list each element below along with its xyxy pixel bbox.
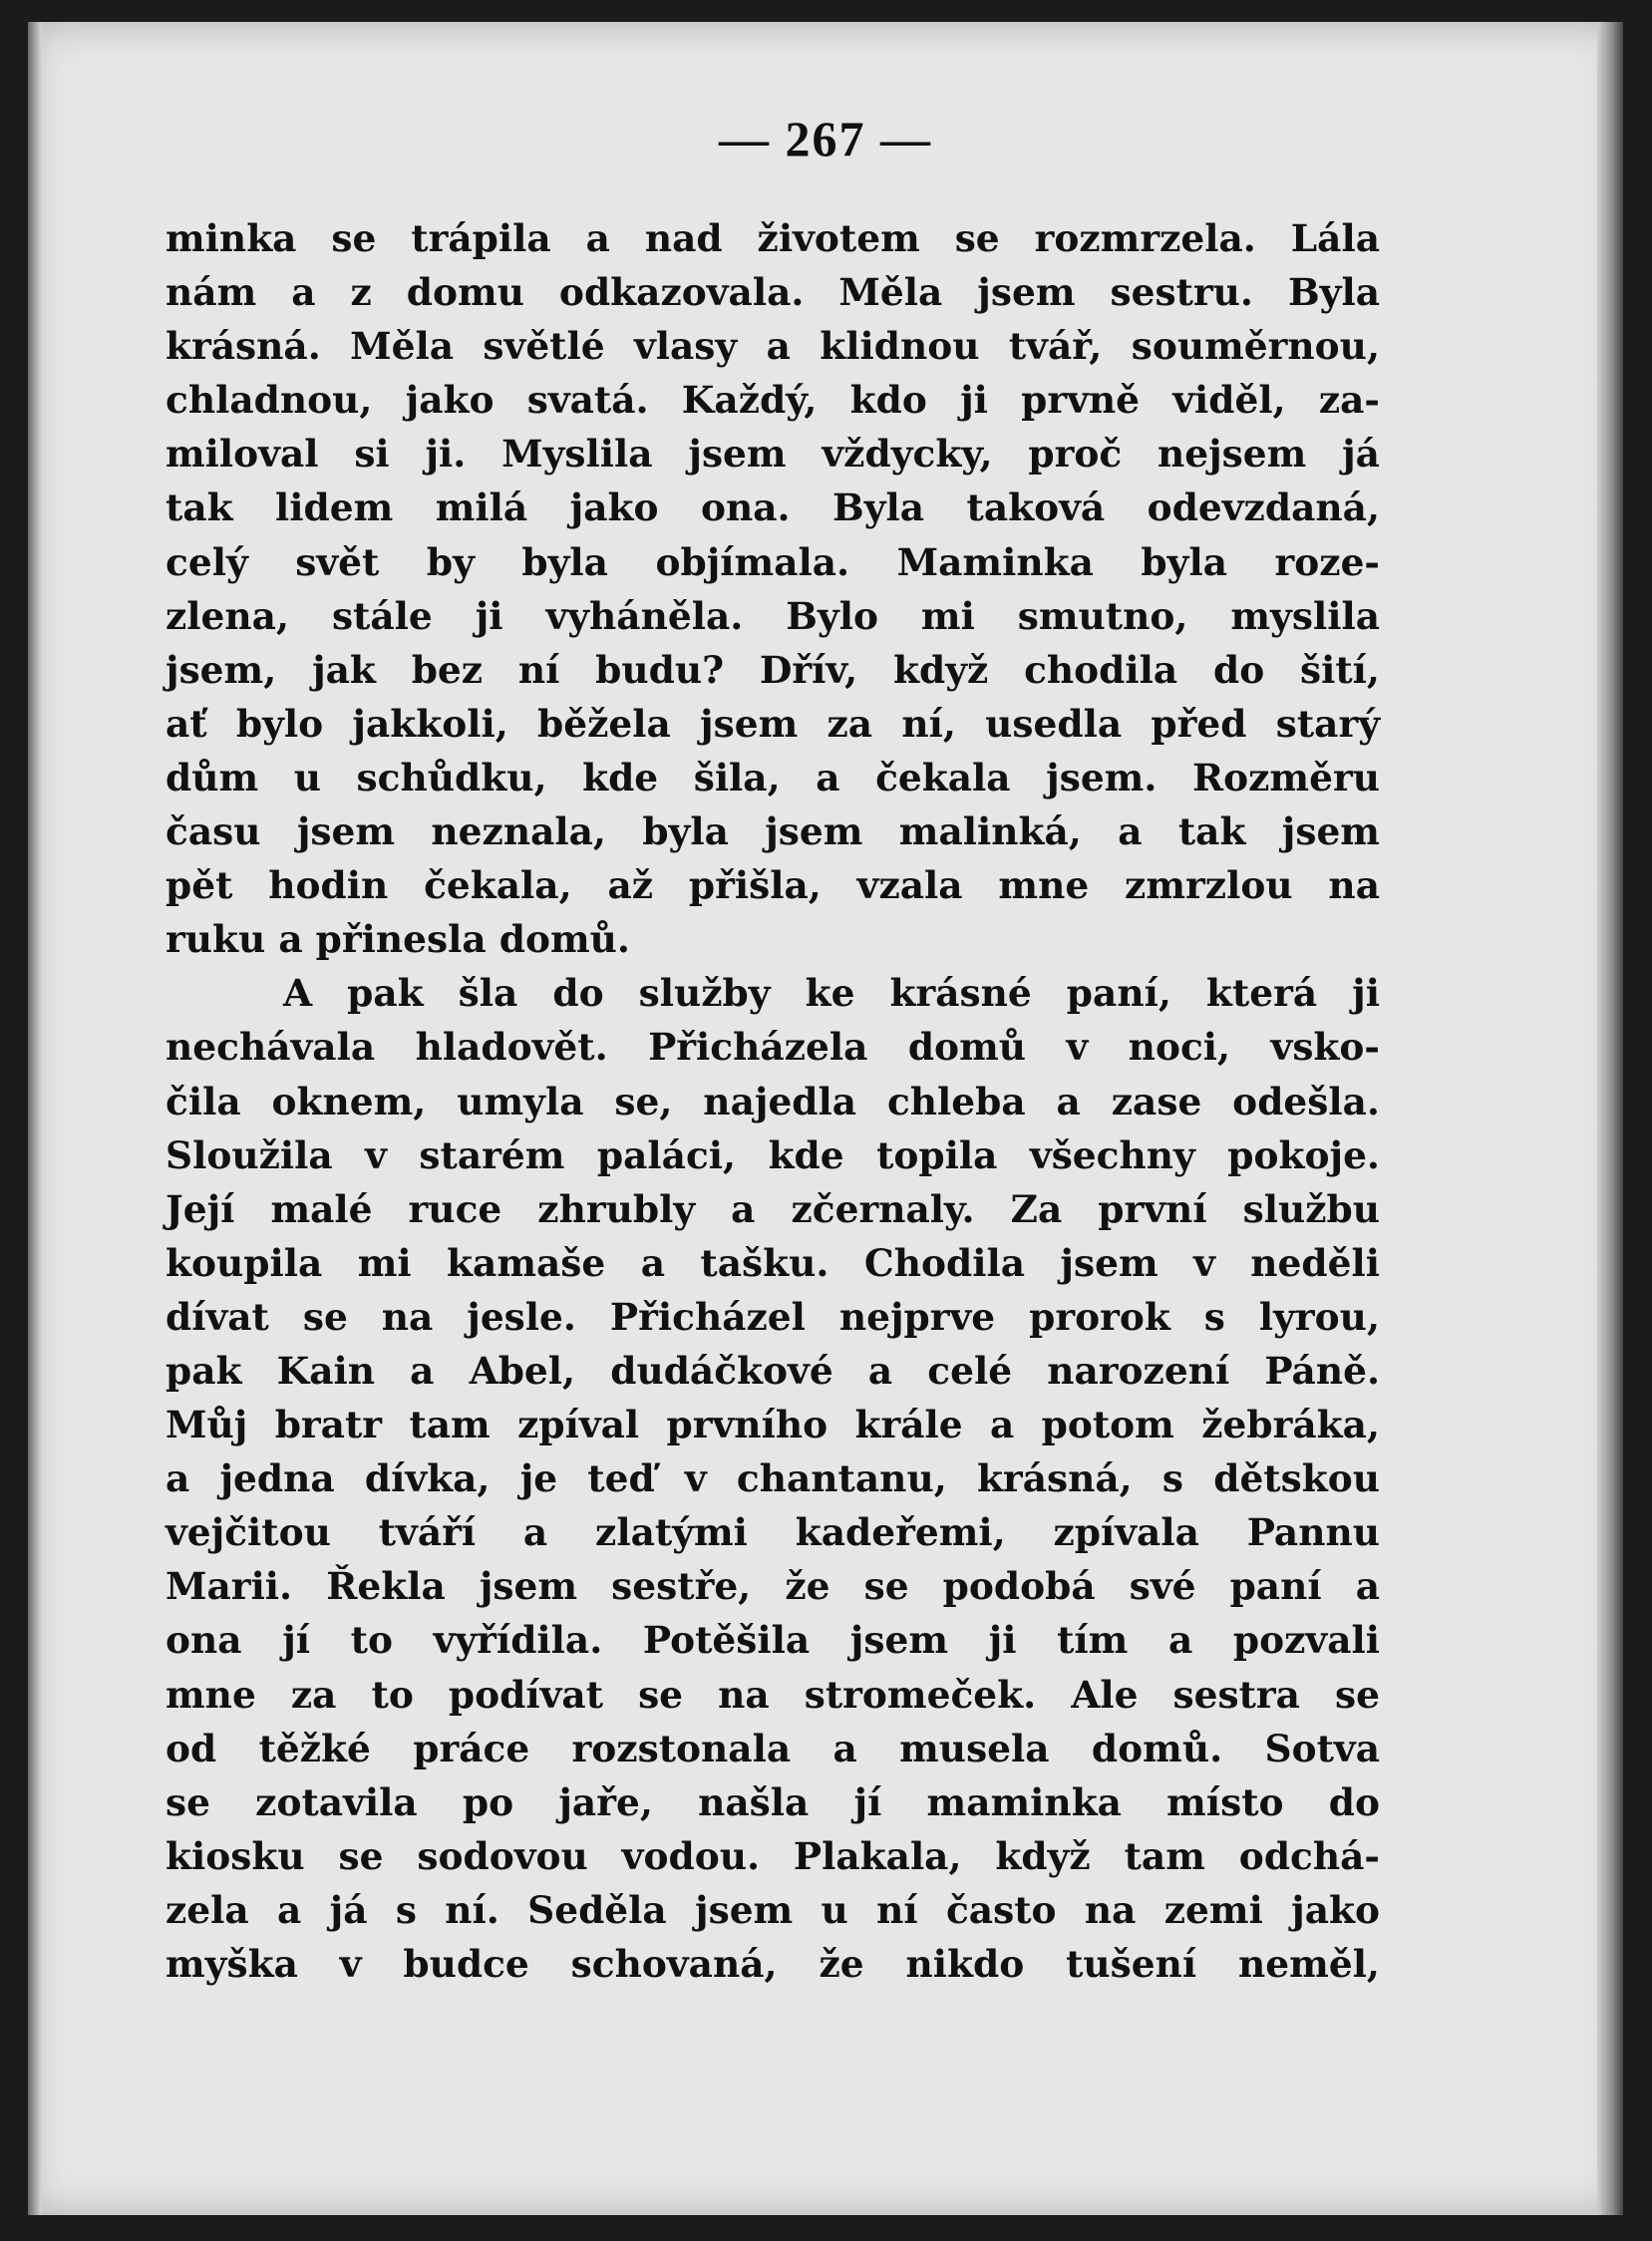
text-line: Její malé ruce zhrubly a zčernaly. Za první službu (165, 1186, 1380, 1231)
text-line: Marii. Řekla jsem sestře, že se podobá své paní a (165, 1564, 1380, 1609)
text-line: pak Kain a Abel, dudáčkové a celé narození Páně. (165, 1348, 1380, 1393)
text-line: krásná. Měla světlé vlasy a klidnou tvář, souměrnou, (165, 324, 1380, 369)
text-line: koupila mi kamaše a tašku. Chodila jsem v neděli (165, 1240, 1380, 1285)
text-line: kiosku se sodovou vodou. Plakala, když tam odchá- (165, 1833, 1380, 1878)
text-line: vejčitou tváří a zlatými kadeřemi, zpívala Pannu (165, 1510, 1380, 1555)
text-line: Sloužila v starém paláci, kde topila všechny pokoje. (165, 1132, 1380, 1177)
text-line: zela a já s ní. Seděla jsem u ní často na zemi jako (165, 1887, 1380, 1932)
text-line: mne za to podívat se na stromeček. Ale sestra se (165, 1672, 1380, 1717)
text-line: čila oknem, umyla se, najedla chleba a zase odešla. (165, 1079, 1380, 1123)
page-binding-shadow (28, 22, 42, 2215)
text-line: dívat se na jesle. Přicházel nejprve prorok s lyrou, (165, 1294, 1380, 1339)
text-line: myška v budce schovaná, že nikdo tušení neměl, (165, 1942, 1380, 1986)
text-line: se zotavila po jaře, našla jí maminka místo do (165, 1779, 1380, 1824)
text-line: od těžké práce rozstonala a musela domů. Sotva (165, 1726, 1380, 1770)
text-line: chladnou, jako svatá. Každý, kdo ji prvně viděl, za- (165, 378, 1380, 423)
text-line: miloval si ji. Myslila jsem vždycky, proč nejsem já (165, 432, 1380, 477)
text-line: zlena, stále ji vyháněla. Bylo mi smutno, myslila (165, 593, 1380, 638)
text-line: nechávala hladovět. Přicházela domů v noci, vsko- (165, 1025, 1380, 1070)
text-line: a jedna dívka, je teď v chantanu, krásná, s dětskou (165, 1456, 1380, 1501)
text-line: ať bylo jakkoli, běžela jsem za ní, usedla před starý (165, 701, 1380, 746)
text-line: celý svět by byla objímala. Maminka byla roze- (165, 539, 1380, 584)
text-line: minka se trápila a nad životem se rozmrzela. Lála (165, 216, 1380, 260)
text-line: ona jí to vyřídila. Potěšila jsem ji tím a pozvali (165, 1618, 1380, 1663)
text-line: nám a z domu odkazovala. Měla jsem sestru. Byla (165, 270, 1380, 315)
text-line: tak lidem milá jako ona. Byla taková odevzdaná, (165, 485, 1380, 530)
text-line: jsem, jak bez ní budu? Dřív, když chodila do šití, (165, 647, 1380, 692)
text-line: pět hodin čekala, až přišla, vzala mne zmrzlou na (165, 863, 1380, 908)
page-edge-shadow (1597, 22, 1623, 2215)
text-line: času jsem neznala, byla jsem malinká, a tak jsem (165, 809, 1380, 854)
text-line: Můj bratr tam zpíval prvního krále a potom žebráka, (165, 1403, 1380, 1447)
page-number: — 267 — (719, 111, 932, 166)
text-line: A pak šla do služby ke krásné paní, která ji (283, 971, 1380, 1016)
body-text (165, 211, 1380, 1991)
text-line: dům u schůdku, kde šila, a čekala jsem. Rozměru (165, 755, 1380, 800)
text-line: ruku a přinesla domů. (165, 917, 630, 962)
